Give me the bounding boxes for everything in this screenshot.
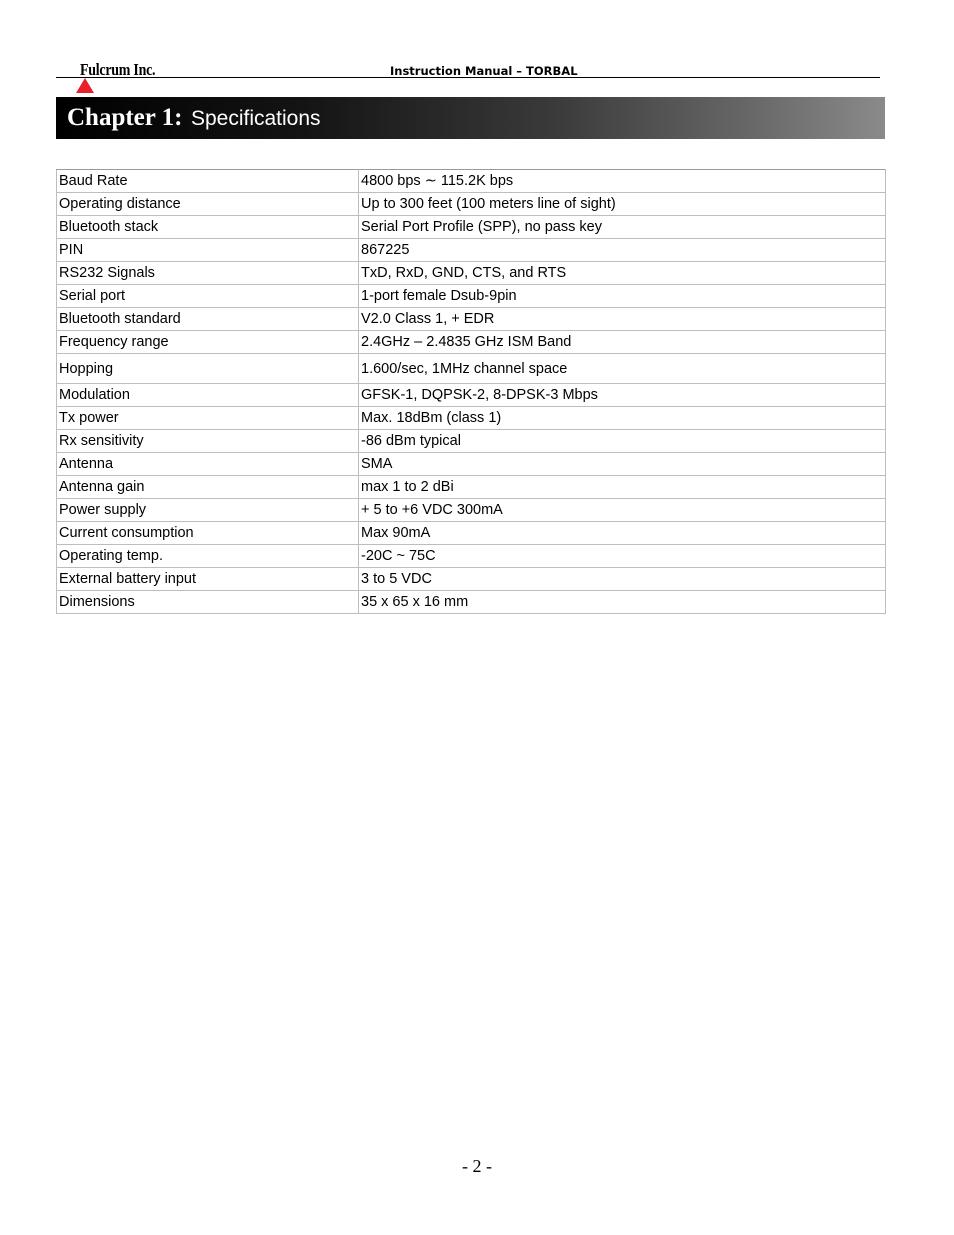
table-row bbox=[57, 216, 886, 239]
spec-parameter: Antenna bbox=[57, 453, 359, 476]
spec-parameter: Current consumption bbox=[57, 522, 359, 545]
spec-parameter: Operating temp. bbox=[57, 545, 359, 568]
spec-value: -86 dBm typical bbox=[359, 430, 886, 453]
spec-parameter: Baud Rate bbox=[57, 170, 359, 193]
table-row bbox=[57, 384, 886, 407]
spec-value: TxD, RxD, GND, CTS, and RTS bbox=[359, 262, 886, 285]
chapter-title: Specifications bbox=[190, 107, 321, 130]
page-header bbox=[56, 58, 880, 78]
spec-value: 35 x 65 x 16 mm bbox=[359, 591, 886, 614]
table-row bbox=[57, 308, 886, 331]
spec-value: 1.600/sec, 1MHz channel space bbox=[359, 354, 886, 384]
table-row bbox=[57, 170, 886, 193]
spec-value: 4800 bps ∼ 115.2K bps bbox=[359, 170, 886, 193]
spec-parameter: Bluetooth standard bbox=[57, 308, 359, 331]
spec-value: -20C ~ 75C bbox=[359, 545, 886, 568]
spec-parameter: Tx power bbox=[57, 407, 359, 430]
spec-value: V2.0 Class 1, + EDR bbox=[359, 308, 886, 331]
spec-parameter: Antenna gain bbox=[57, 476, 359, 499]
spec-value: Max 90mA bbox=[359, 522, 886, 545]
table-row bbox=[57, 591, 886, 614]
spec-value: 867225 bbox=[359, 239, 886, 262]
page-number: - 2 - bbox=[462, 1156, 492, 1176]
logo-triangle-icon bbox=[76, 78, 94, 93]
spec-parameter: External battery input bbox=[57, 568, 359, 591]
table-row bbox=[57, 522, 886, 545]
table-row bbox=[57, 262, 886, 285]
table-row bbox=[57, 354, 886, 384]
spec-value: 2.4GHz – 2.4835 GHz ISM Band bbox=[359, 331, 886, 354]
chapter-banner bbox=[56, 97, 885, 139]
table-row bbox=[57, 331, 886, 354]
spec-value: Up to 300 feet (100 meters line of sight) bbox=[359, 193, 886, 216]
specifications-table bbox=[56, 169, 886, 614]
spec-parameter: Operating distance bbox=[57, 193, 359, 216]
table-row bbox=[57, 545, 886, 568]
spec-parameter: Hopping bbox=[57, 354, 359, 384]
spec-value: SMA bbox=[359, 453, 886, 476]
spec-value: + 5 to +6 VDC 300mA bbox=[359, 499, 886, 522]
table-row bbox=[57, 430, 886, 453]
spec-parameter: Bluetooth stack bbox=[57, 216, 359, 239]
spec-value: 1-port female Dsub-9pin bbox=[359, 285, 886, 308]
spec-parameter: RS232 Signals bbox=[57, 262, 359, 285]
table-row bbox=[57, 476, 886, 499]
table-row bbox=[57, 239, 886, 262]
table-row bbox=[57, 285, 886, 308]
spec-parameter: Serial port bbox=[57, 285, 359, 308]
spec-value: GFSK-1, DQPSK-2, 8-DPSK-3 Mbps bbox=[359, 384, 886, 407]
spec-value: 3 to 5 VDC bbox=[359, 568, 886, 591]
spec-parameter: Frequency range bbox=[57, 331, 359, 354]
spec-parameter: Modulation bbox=[57, 384, 359, 407]
spec-value: Max. 18dBm (class 1) bbox=[359, 407, 886, 430]
document-title: Instruction Manual – TORBAL bbox=[390, 64, 578, 78]
table-row bbox=[57, 568, 886, 591]
table-row bbox=[57, 193, 886, 216]
spec-parameter: Power supply bbox=[57, 499, 359, 522]
company-logo: Fulcrum Inc. bbox=[80, 60, 156, 79]
table-row bbox=[57, 453, 886, 476]
spec-parameter: Rx sensitivity bbox=[57, 430, 359, 453]
table-row bbox=[57, 499, 886, 522]
spec-parameter: Dimensions bbox=[57, 591, 359, 614]
chapter-label: Chapter 1: bbox=[67, 104, 183, 131]
spec-parameter: PIN bbox=[57, 239, 359, 262]
spec-value: max 1 to 2 dBi bbox=[359, 476, 886, 499]
table-row bbox=[57, 407, 886, 430]
spec-value: Serial Port Profile (SPP), no pass key bbox=[359, 216, 886, 239]
